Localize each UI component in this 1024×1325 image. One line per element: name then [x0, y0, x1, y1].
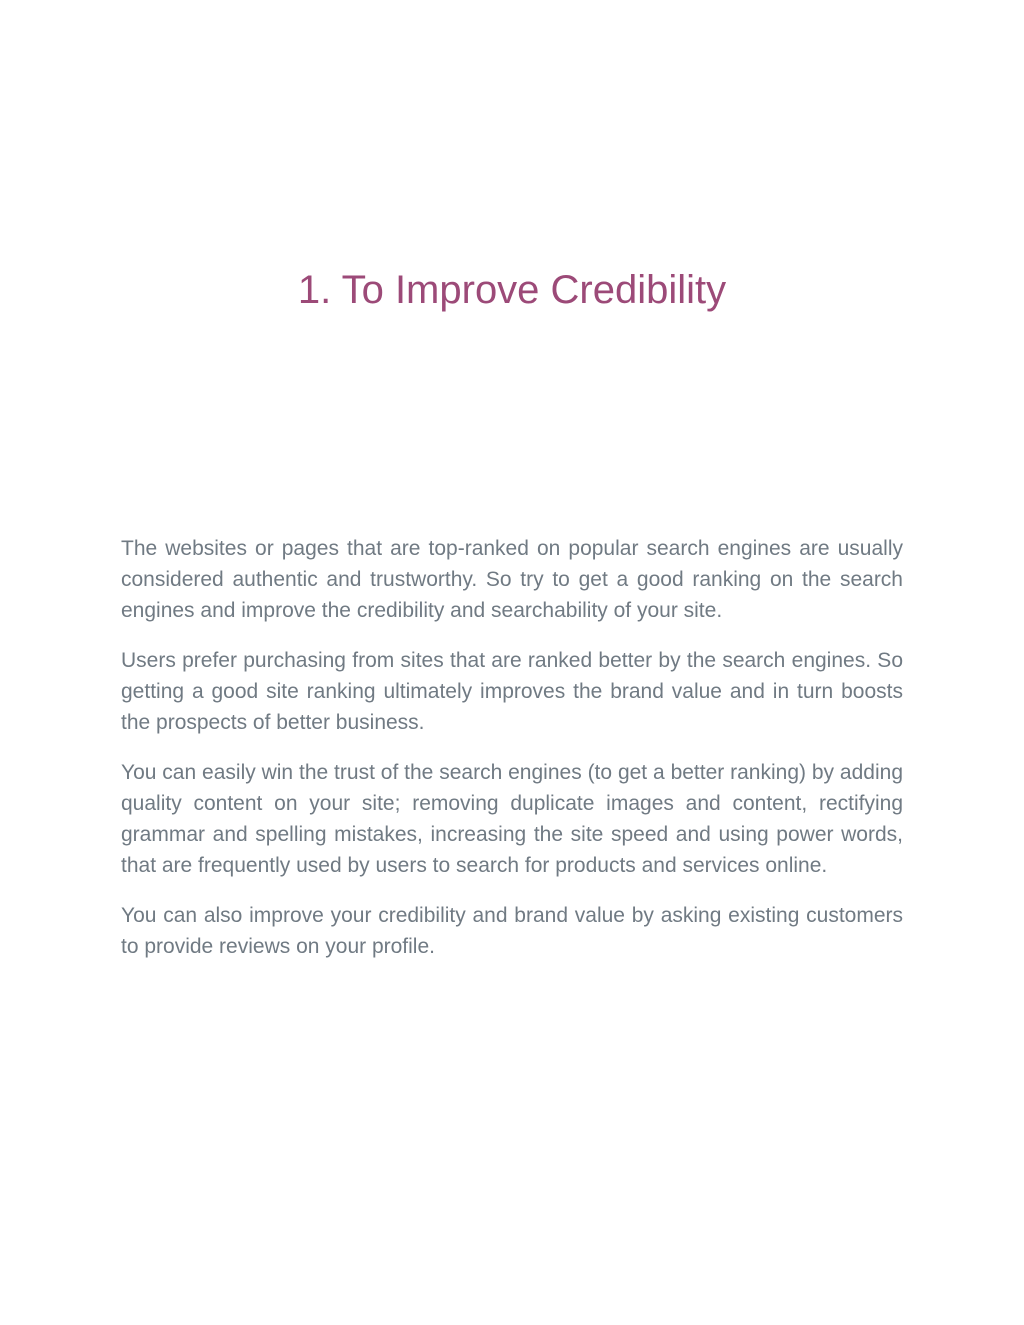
paragraph-2: Users prefer purchasing from sites that are ranked better by the search engines. So getting a good site ranking ultimately improves the brand value and in turn boosts the prospects of better business.	[121, 649, 903, 734]
page-title: 1. To Improve Credibility	[297, 268, 727, 312]
article-body	[121, 533, 903, 981]
paragraph-3: You can easily win the trust of the search engines (to get a better ranking) by adding quality content on your site; removing duplicate images and content, rectifying grammar and spelling mistakes, increasing the site speed and using power words, that are frequently used by users to search for products and services online.	[121, 761, 903, 877]
paragraph-4: You can also improve your credibility and brand value by asking existing customers to provide reviews on your profile.	[121, 904, 903, 958]
paragraph-1: The websites or pages that are top-ranked on popular search engines are usually considered authentic and trustworthy. So try to get a good ranking on the search engines and improve the credibility and searchability of your site.	[121, 537, 903, 622]
